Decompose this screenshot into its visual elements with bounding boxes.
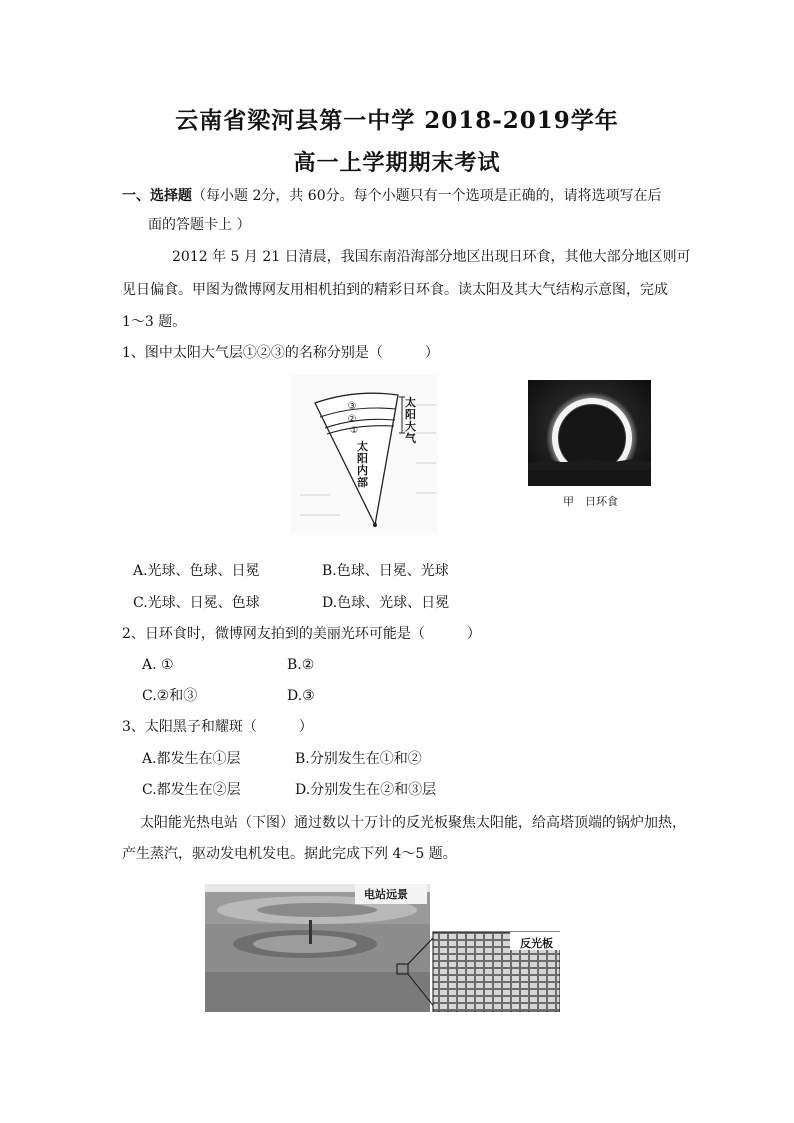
q3-option-d: D.分别发生在②和③层 <box>295 782 437 798</box>
solar-station-photo <box>205 884 560 1012</box>
page-title-line1: 云南省梁河县第一中学 2018-2019学年 <box>175 107 619 134</box>
q3-option-c: C.都发生在②层 <box>142 782 241 798</box>
page-title-line2: 高一上学期期末考试 <box>293 150 501 176</box>
station-label: 电站远景 <box>364 888 408 901</box>
passage2-line1: 太阳能光热电站（下图）通过数以十万计的反光板聚焦太阳能，给高塔顶端的锅炉加热， <box>140 815 686 831</box>
section-heading <box>122 187 662 205</box>
passage1-line3: 1～3 题。 <box>122 314 187 330</box>
q1-option-b: B.色球、日冕、光球 <box>322 563 449 579</box>
q1-option-a: A.光球、色球、日冕 <box>133 563 260 579</box>
q1-option-c: C.光球、日冕、色球 <box>133 595 260 611</box>
passage1-line1: 2012 年 5 月 21 日清晨，我国东南沿海部分地区出现日环食，其他大部分地区则可 <box>172 249 691 265</box>
panel-label: 反光板 <box>520 937 553 950</box>
q3-option-b: B.分别发生在①和② <box>295 751 422 767</box>
q2-option-c: C.②和③ <box>142 688 198 704</box>
sun-structure-diagram <box>290 375 438 533</box>
layer-2-label: ② <box>347 414 357 425</box>
q2-option-b: B.② <box>287 657 315 673</box>
passage2-line2: 产生蒸汽，驱动发电机发电。据此完成下列 4～5 题。 <box>122 846 457 862</box>
passage1-line2: 见日偏食。甲图为微博网友用相机拍到的精彩日环食。读太阳及其大气结构示意图，完成 <box>122 282 668 298</box>
layer-3-label: ③ <box>347 401 357 412</box>
eclipse-caption: 甲 日环食 <box>563 495 618 508</box>
interior-label: 太阳内部 <box>357 440 368 489</box>
q2-stem: 2、日环食时，微博网友拍到的美丽光环可能是（ ） <box>122 626 481 642</box>
section-heading-rest: （每小题 2分，共 60分。每个小题只有一个选项是正确的，请将选项写在后 <box>192 188 662 204</box>
layer-1-label: ① <box>349 426 359 436</box>
q3-stem: 3、太阳黑子和耀斑（ ） <box>122 719 313 735</box>
section-heading-cont: 面的答题卡上 ） <box>148 217 251 233</box>
section-heading-bold: 一、选择题 <box>122 188 192 204</box>
annular-eclipse-photo <box>528 380 651 486</box>
q1-stem: 1、图中太阳大气层①②③的名称分别是（ ） <box>122 345 439 361</box>
q2-option-a: A. ① <box>142 657 174 673</box>
atmosphere-label: 太阳大气 <box>405 396 416 445</box>
q2-option-d: D.③ <box>287 688 315 704</box>
q3-option-a: A.都发生在①层 <box>142 751 241 767</box>
q1-option-d: D.色球、光球、日冕 <box>322 595 450 611</box>
